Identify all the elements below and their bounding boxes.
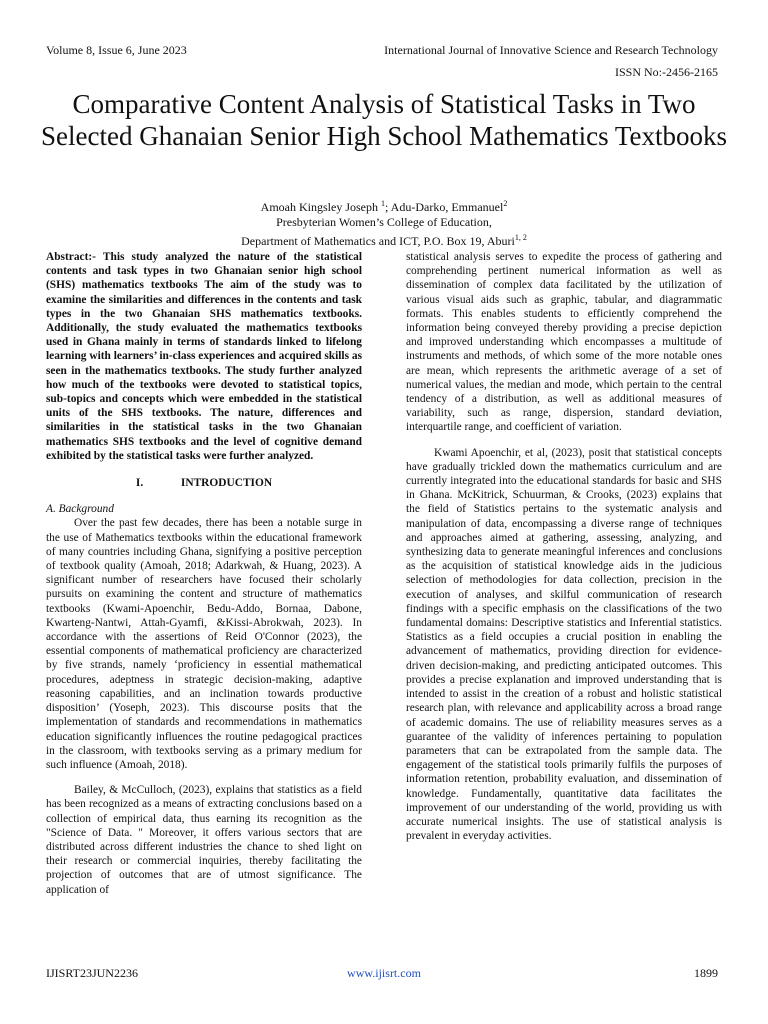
- abstract: Abstract:- This study analyzed the nature of the statistical contents and task types in two Ghanaian senior high school (SHS) mathematics textbooks The aim of the study was to examine the similarities and differences in the contents and task types in the two Ghanaian SHS mathematics textbooks. Additionally, the study evaluated the mathematics textbooks used in Ghana mainly in terms of standards linked to lifelong learning with learners’ in-class experiences and acquired skills as seen in the mathematics textbooks. The study further analyzed how much of the textbooks were devoted to statistical topics, sub-topics and concepts which were embedded in the statistical units of the SHS textbooks. The nature, differences and similarities in the statistical tasks in the two Ghanaian mathematics SHS textbooks and the level of cognitive demand exhibited by the statistical tasks were further analyzed.: [46, 251, 362, 462]
- author-separator: ;: [385, 200, 391, 214]
- right-column: [406, 250, 722, 843]
- department: Department of Mathematics and ICT, P.O. Box 19, Aburi: [241, 234, 515, 248]
- section-number: I.: [135, 477, 144, 490]
- left-column: [46, 250, 362, 897]
- department-affil: 1, 2: [514, 233, 527, 242]
- body-paragraph: statistical analysis serves to expedite the process of gathering and comprehending pertinent numerical information as well as dissemination of complex data facilitated by the utilization of various visual aids such as graphic, tabular, and diagrammatic formats. This enables students to efficiently comprehend the information being conveyed thereby providing a precise depiction and improved understanding which encompasses a multitude of instruments and methods, of which some of the more notable ones are mean, which represents the arithmetic average of a set of numerical values, the median and mode, which pertain to the central tendency of a distribution, as well as additional measures of variability, such as range, dispersion, standard deviation, interquartile range, and coefficient of variation.: [406, 251, 722, 434]
- department-line: [40, 230, 728, 249]
- institution: Presbyterian Women’s College of Education,: [276, 215, 492, 229]
- body-paragraph: Bailey, & McCulloch, (2023), explains that statistics as a field has been recognized as a means of extracting conclusions based on a collection of empirical data, thus earning its recognition as the "Science of Data. " Moreover, it offers various sectors that are distributed across different industries the chance to shed light on their research or commercial inquiries, thereby facilitating the projection of outcomes that are of utmost significance. The application of: [46, 784, 362, 896]
- body-paragraph: Kwami Apoenchir, et al, (2023), posit that statistical concepts have gradually trickled down the mathematics curriculum and are currently integrated into the educational standards for basic and SHS in Ghana. McKitrick, Schuurman, & Crooks, (2023) explains that the field of Statistics pertains to the systematic analysis and manipulation of data, encompassing a diverse range of techniques and approaches aimed at gathering, assessing, analyzing, and synthesizing data to generate meaningful inferences and conclusions as the acquisition of statistical knowledge aids in the judicious selection of methodologies for data collection, precision in the execution of analyses, and skilful communication of research findings with a specific emphasis on the classifications of the two fundamental domains: Descriptive statistics and Inferential statistics. Statistics as a field occupies a crucial position in enabling the advancement of mathematics, providing direction for evidence-driven decision-making, and predicting anticipated outcomes. This provides a precise explanation and improved understanding that is intended to assist in the creation of a robust and holistic statistical research plan, with relevance and applicability across a broad range of academic domains. The use of reliability measures serves as a guarantee of the validity of inferences pertaining to population parameters that can be extrapolated from the sample data. The engagement of the statistical tools primarily fulfils the purposes of information retention, probability evaluation, and dissemination of knowledge. Fundamentally, quantitative data facilitates the improvement of our understanding of the world, providing us with accurate numerical insights. The use of statistical analysis is prevalent in everyday activities.: [406, 446, 722, 843]
- page-number: 1899: [694, 966, 718, 980]
- issn: ISSN No:-2456-2165: [614, 65, 718, 79]
- body-paragraph: Over the past few decades, there has been a notable surge in the use of Mathematics textbooks within the educational framework of many countries including Ghana, signifying a positive perception of textbook quality (Amoah, 2018; Adarkwah, & Huang, 2023). A significant number of researchers have focused their scholarly pursuits on examining the content and structure of mathematics textbooks (Kwami-Apoenchir, Bedu-Addo, Bornaa, Dabone, Kwarteng-Nantwi, Attah-Gyamfi, &Kissi-Abrokwah, 2023). In accordance with the assertions of Reid O'Connor (2023), the essential components of mathematical proficiency are characterized by five strands, namely ‘proficiency in essential mathematical procedures, adeptness in strategic decision-making, adaptive reasoning capabilities, and an inclination towards productive disposition’ (Yoseph, 2023). This discourse posits that the implementation of standards and recommendations in mathematics education significantly influences the routine pedagogical practices in the classroom, with textbooks serving as a primary medium for such influence (Amoah, 2018).: [46, 517, 362, 771]
- subsection-heading: A. Background: [46, 503, 114, 516]
- author-1-affil: 1: [381, 199, 385, 208]
- website-link[interactable]: www.ijisrt.com: [347, 966, 421, 980]
- section-heading: [46, 476, 362, 490]
- author-2: Adu-Darko, Emmanuel: [390, 200, 504, 214]
- section-title: INTRODUCTION: [180, 477, 273, 490]
- paper-title: Comparative Content Analysis of Statistical Tasks in Two Selected Ghanaian Senior High School Mathematics Textbooks: [41, 89, 727, 151]
- author-2-affil: 2: [503, 199, 508, 208]
- author-1: Amoah Kingsley Joseph: [260, 200, 378, 214]
- author-line: [40, 196, 728, 215]
- journal-name: International Journal of Innovative Science and Research Technology: [384, 43, 718, 57]
- paper-id: IJISRT23JUN2236: [46, 966, 138, 980]
- author-block: [40, 196, 728, 249]
- volume-issue: Volume 8, Issue 6, June 2023: [46, 43, 187, 57]
